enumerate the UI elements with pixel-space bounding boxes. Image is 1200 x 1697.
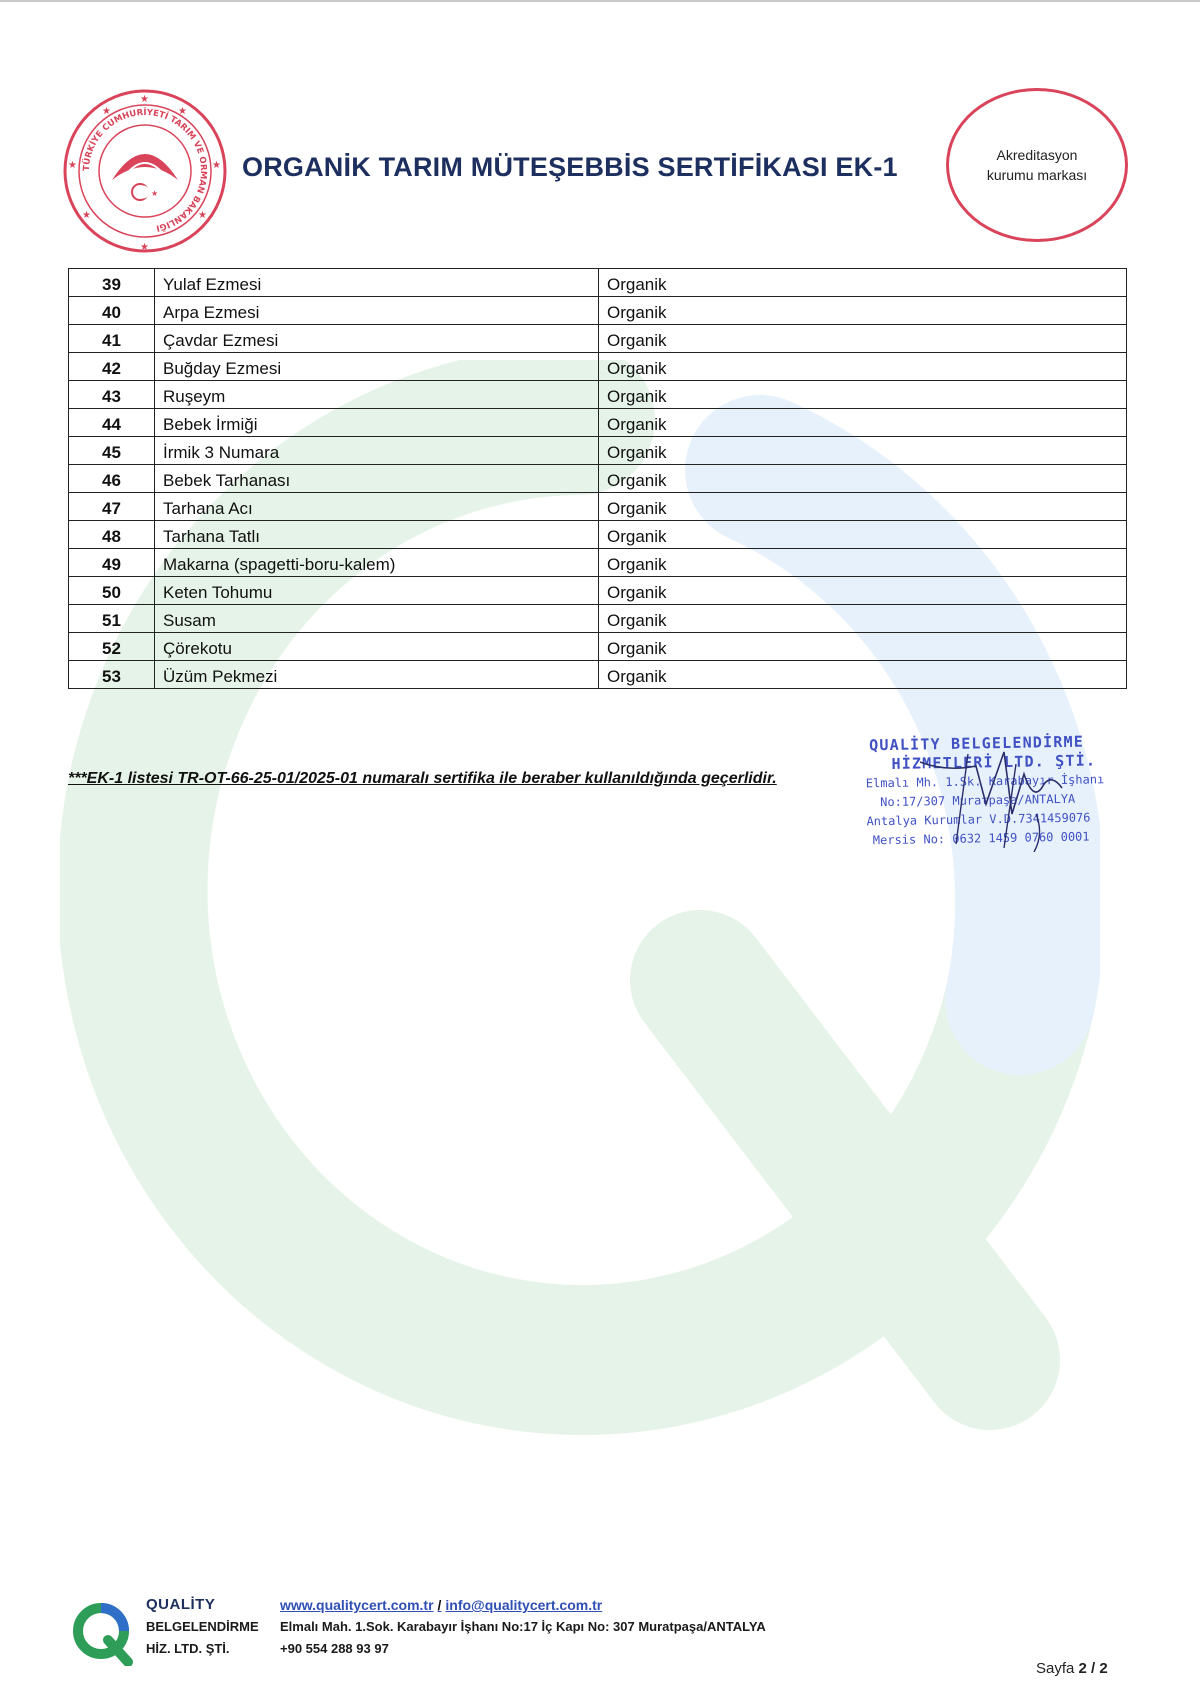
table-row bbox=[69, 577, 1127, 605]
stamp-line-2: HİZMETLERİ LTD. ŞTİ. bbox=[891, 751, 1097, 773]
ministry-seal-icon bbox=[62, 88, 228, 254]
product-status: Organik bbox=[599, 521, 1127, 549]
product-status: Organik bbox=[599, 409, 1127, 437]
row-number: 42 bbox=[69, 353, 155, 381]
page-total: 2 bbox=[1099, 1660, 1108, 1677]
product-status: Organik bbox=[599, 269, 1127, 297]
company-name-block bbox=[146, 1594, 259, 1660]
page-number bbox=[1036, 1660, 1108, 1677]
company-address: Elmalı Mah. 1.Sok. Karabayır İşhanı No:17 İç Kapı No: 307 Muratpaşa/ANTALYA bbox=[280, 1619, 766, 1634]
table-row bbox=[69, 269, 1127, 297]
svg-text:★: ★ bbox=[151, 189, 159, 198]
row-number: 52 bbox=[69, 633, 155, 661]
table-row bbox=[69, 437, 1127, 465]
table-row bbox=[69, 297, 1127, 325]
link-separator: / bbox=[437, 1597, 442, 1613]
product-status: Organik bbox=[599, 465, 1127, 493]
row-number: 48 bbox=[69, 521, 155, 549]
product-name: Tarhana Tatlı bbox=[155, 521, 599, 549]
table-row bbox=[69, 409, 1127, 437]
row-number: 51 bbox=[69, 605, 155, 633]
table-row bbox=[69, 521, 1127, 549]
company-brand: QUALİTY bbox=[146, 1596, 216, 1613]
row-number: 53 bbox=[69, 661, 155, 689]
product-status: Organik bbox=[599, 493, 1127, 521]
row-number: 46 bbox=[69, 465, 155, 493]
row-number: 41 bbox=[69, 325, 155, 353]
footnote: ***EK-1 listesi TR-OT-66-25-01/2025-01 numaralı sertifika ile beraber kullanıldığında geçerlidir. bbox=[68, 770, 777, 787]
svg-text:★: ★ bbox=[82, 210, 91, 221]
product-status: Organik bbox=[599, 381, 1127, 409]
table-row bbox=[69, 549, 1127, 577]
page-title: ORGANİK TARIM MÜTEŞEBBİS SERTİFİKASI EK-1 bbox=[242, 152, 898, 182]
contact-links bbox=[280, 1594, 766, 1616]
table-row bbox=[69, 493, 1127, 521]
svg-text:★: ★ bbox=[140, 242, 149, 253]
product-name: İrmik 3 Numara bbox=[155, 437, 599, 465]
product-status: Organik bbox=[599, 297, 1127, 325]
svg-text:TÜRKİYE CUMHURİYETİ TARIM VE O: TÜRKİYE CUMHURİYETİ TARIM VE ORMAN BAKANLIĞI bbox=[81, 107, 209, 233]
product-name: Tarhana Acı bbox=[155, 493, 599, 521]
svg-text:★: ★ bbox=[178, 106, 187, 117]
product-name: Yulaf Ezmesi bbox=[155, 269, 599, 297]
svg-text:★: ★ bbox=[68, 160, 77, 171]
company-line-3: HİZ. LTD. ŞTİ. bbox=[146, 1641, 230, 1656]
table-row bbox=[69, 325, 1127, 353]
product-name: Keten Tohumu bbox=[155, 577, 599, 605]
table-row bbox=[69, 605, 1127, 633]
product-name: Bebek Tarhanası bbox=[155, 465, 599, 493]
stamp-line-3: Elmalı Mh. 1.Sk. Karabayır İşhanı bbox=[865, 772, 1105, 791]
product-name: Buğday Ezmesi bbox=[155, 353, 599, 381]
table-row bbox=[69, 661, 1127, 689]
stamp-line-5: Antalya Kurumlar V.D.7341459076 bbox=[866, 810, 1091, 829]
stamp-line-6: Mersis No: 0632 1459 0760 0001 bbox=[872, 829, 1090, 848]
table-row bbox=[69, 633, 1127, 661]
row-number: 49 bbox=[69, 549, 155, 577]
company-line-2: BELGELENDİRME bbox=[146, 1619, 259, 1634]
company-logo-icon bbox=[70, 1600, 136, 1666]
product-status: Organik bbox=[599, 353, 1127, 381]
product-name: Bebek İrmiği bbox=[155, 409, 599, 437]
product-name: Üzüm Pekmezi bbox=[155, 661, 599, 689]
row-number: 47 bbox=[69, 493, 155, 521]
page-current: 2 bbox=[1078, 1660, 1087, 1677]
contact-block bbox=[280, 1594, 766, 1660]
signature-mark bbox=[916, 744, 1066, 852]
website-link[interactable]: www.qualitycert.com.tr bbox=[280, 1597, 434, 1613]
table-row bbox=[69, 353, 1127, 381]
top-border-line bbox=[0, 0, 1200, 2]
stamp-line-4: No:17/307 Muratpaşa/ANTALYA bbox=[880, 791, 1076, 810]
table-row bbox=[69, 465, 1127, 493]
product-status: Organik bbox=[599, 325, 1127, 353]
product-table bbox=[68, 268, 1127, 689]
company-phone: +90 554 288 93 97 bbox=[280, 1641, 389, 1656]
row-number: 45 bbox=[69, 437, 155, 465]
product-status: Organik bbox=[599, 577, 1127, 605]
product-name: Ruşeym bbox=[155, 381, 599, 409]
product-status: Organik bbox=[599, 437, 1127, 465]
accreditation-mark-placeholder bbox=[946, 88, 1128, 242]
product-name: Arpa Ezmesi bbox=[155, 297, 599, 325]
table-row bbox=[69, 381, 1127, 409]
product-status: Organik bbox=[599, 633, 1127, 661]
page-label: Sayfa bbox=[1036, 1660, 1075, 1677]
svg-text:★: ★ bbox=[212, 160, 221, 171]
row-number: 43 bbox=[69, 381, 155, 409]
email-link[interactable]: info@qualitycert.com.tr bbox=[445, 1597, 603, 1613]
product-name: Çavdar Ezmesi bbox=[155, 325, 599, 353]
product-status: Organik bbox=[599, 605, 1127, 633]
product-name: Makarna (spagetti-boru-kalem) bbox=[155, 549, 599, 577]
svg-text:★: ★ bbox=[198, 210, 207, 221]
product-name: Çörekotu bbox=[155, 633, 599, 661]
product-status: Organik bbox=[599, 661, 1127, 689]
svg-text:★: ★ bbox=[102, 106, 111, 117]
stamp-line-1: QUALİTY BELGELENDİRME bbox=[869, 732, 1085, 755]
row-number: 44 bbox=[69, 409, 155, 437]
row-number: 39 bbox=[69, 269, 155, 297]
row-number: 40 bbox=[69, 297, 155, 325]
product-status: Organik bbox=[599, 549, 1127, 577]
row-number: 50 bbox=[69, 577, 155, 605]
product-name: Susam bbox=[155, 605, 599, 633]
accreditation-label: Akreditasyon kurumu markası bbox=[986, 147, 1088, 183]
page-separator: / bbox=[1091, 1660, 1096, 1677]
svg-text:★: ★ bbox=[140, 94, 149, 105]
